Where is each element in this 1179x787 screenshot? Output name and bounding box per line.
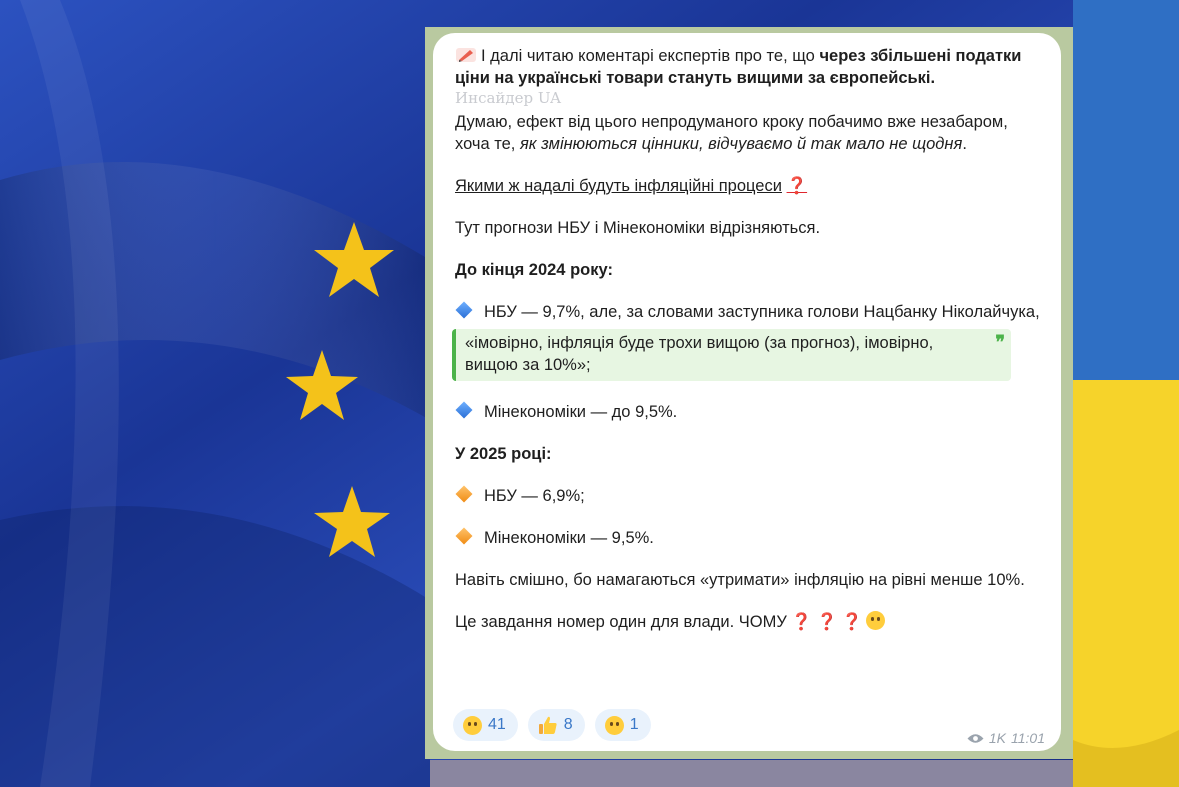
reaction-thinking[interactable] [453,709,518,741]
ua-flag-yellow [1073,380,1179,787]
nbu-2025-text: НБУ — 6,9%; [484,487,585,505]
thinking-face-icon [463,716,482,735]
orange-diamond-icon [456,486,473,503]
winking-face-icon [866,611,885,630]
intro-text: І далі читаю коментарі експертів про те, що [481,47,820,65]
reactions-row [453,709,651,741]
question-text: Якими ж надалі будуть інфляційні процеси [455,177,782,195]
nbu-2025-item [455,485,1043,507]
inflation-question [455,175,1043,197]
mine-2024-text: Мінекономіки — до 9,5%. [484,403,678,421]
effect-end: . [962,135,967,153]
quote-mark-icon: ❞ [995,332,1005,352]
heading-2025: У 2025 році: [455,445,552,463]
eye-icon [967,733,984,744]
ua-flag-blue [1073,0,1179,380]
watermark: Инсайдер UA [455,89,561,107]
reaction-thumbs-up[interactable] [528,709,585,741]
nbu-2024-text: НБУ — 9,7%, але, за словами заступника голови Нацбанку Ніколайчука, [484,303,1040,321]
heading-2024: До кінця 2024 року: [455,261,613,279]
nikolaychuk-quote [452,329,1011,381]
reaction-crying[interactable] [595,709,651,741]
question-mark-icon: ❓ [786,177,808,195]
task-paragraph [455,611,1043,633]
quote-text: «імовірно, інфляція буде трохи вищою (за прогноз), імовірно, вищою за 10%»; [465,334,934,374]
reaction-count: 1 [629,716,639,733]
message-time: 11:01 [1011,730,1045,746]
task-text: Це завдання номер один для влади. ЧОМУ [455,613,787,631]
reaction-count: 41 [488,716,506,733]
funny-paragraph: Навіть смішно, бо намагаються «утримати» інфляцію на рівні менше 10%. [455,571,1025,589]
mine-2025-text: Мінекономіки — 9,5%. [484,529,654,547]
question-marks-icon: ❓ ❓ ❓ [791,613,863,631]
blue-diamond-icon [456,402,473,419]
effect-paragraph [455,111,1043,155]
mine-2024-item [455,401,1043,423]
crying-face-icon [605,716,624,735]
nbu-2024-item [455,301,1043,323]
effect-text: Думаю, ефект від цього непродуманого кроку побачимо вже незабаром, хоча те, [455,113,1008,153]
message-meta [967,727,1045,749]
intro-bold-text: через збільшені податки ціни на українські товари стануть вищими за європейські. [455,47,1022,87]
effect-italic-text: як змінюються цінники, відчуваємо й так мало не щодня [519,135,963,153]
telegram-message-bubble [433,33,1061,751]
orange-diamond-icon [456,528,473,545]
thumbs-up-icon [538,716,558,735]
view-count: 1K [988,730,1006,746]
pencil-icon [455,47,477,63]
blue-diamond-icon [456,302,473,319]
reaction-count: 8 [563,716,573,733]
mine-2025-item [455,527,1043,549]
intro-paragraph [455,45,1043,89]
forecast-diff-text: Тут прогнози НБУ і Мінекономіки відрізняються. [455,219,821,237]
